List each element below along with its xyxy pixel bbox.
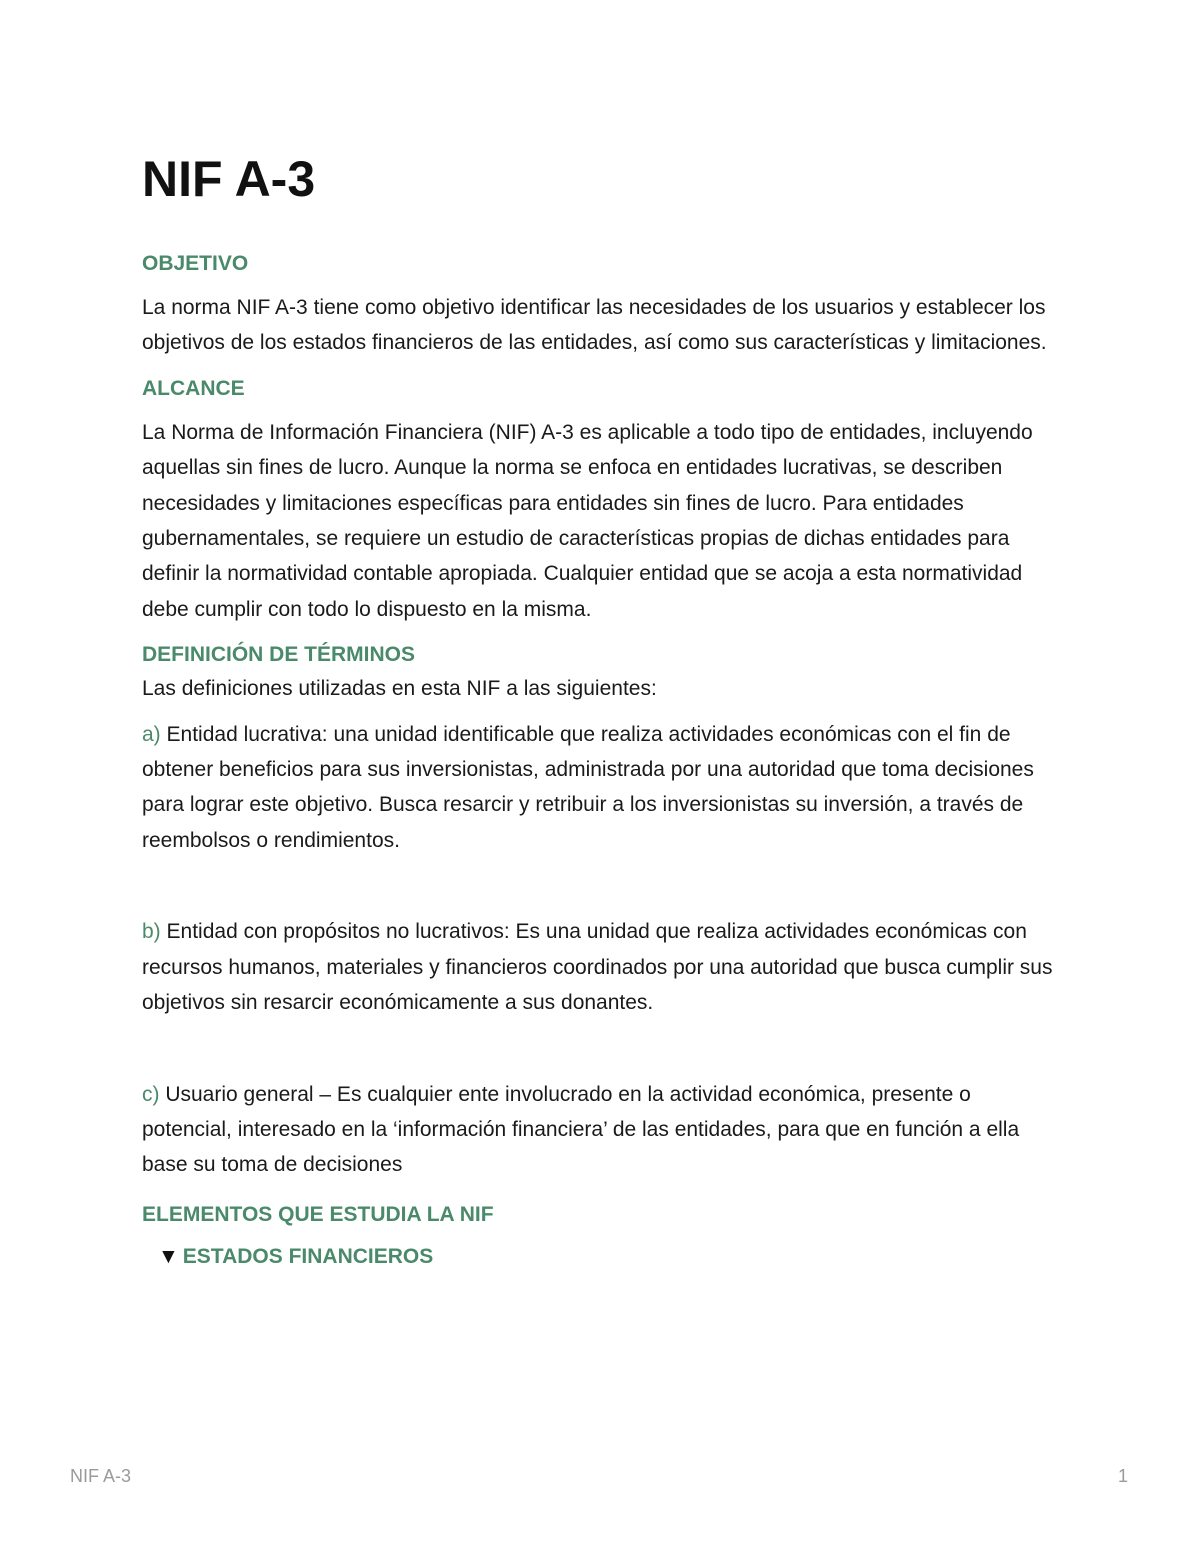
definiciones-heading: DEFINICIÓN DE TÉRMINOS bbox=[142, 643, 416, 667]
toggle-estados-financieros[interactable] bbox=[158, 1243, 1062, 1271]
spacer bbox=[142, 1029, 1062, 1077]
definition-text: Entidad lucrativa: una unidad identificable que realiza actividades económicas con el fin de obtener beneficios para sus inversionistas, administrada por una autoridad que toma decisiones para lograr este objetivo. Busca resarcir y retribuir a los inversionistas su inversión, a través de reembolsos o rendimientos. bbox=[142, 722, 1034, 852]
definition-text: Entidad con propósitos no lucrativos: Es una unidad que realiza actividades económicas con recursos humanos, materiales y financieros coordinados por una autoridad que busca cumplir sus objetivos sin resarcir económicamente a sus donantes. bbox=[142, 920, 1053, 1015]
toggle-label: ESTADOS FINANCIEROS bbox=[182, 1244, 434, 1268]
page-number: 1 bbox=[1117, 1466, 1128, 1486]
elementos-heading: ELEMENTOS QUE ESTUDIA LA NIF bbox=[142, 1202, 494, 1226]
definition-text: Usuario general – Es cualquier ente involucrado en la actividad económica, presente o potencial, interesado en la ‘información financiera’ de las entidades, para que en función a ella base su toma de decisiones bbox=[142, 1082, 1020, 1177]
definition-marker: b) bbox=[142, 920, 161, 944]
footer-doc-title: NIF A-3 bbox=[70, 1466, 132, 1486]
objetivo-text: La norma NIF A-3 tiene como objetivo identificar las necesidades de los usuarios y establecer los objetivos de los estados financieros de las entidades, así como sus características y limitaciones. bbox=[142, 296, 1047, 355]
definition-marker: c) bbox=[142, 1082, 160, 1106]
definiciones-intro: Las definiciones utilizadas en esta NIF a las siguientes: bbox=[142, 677, 657, 701]
definition-item-b bbox=[142, 914, 1062, 1020]
definition-item-a bbox=[142, 717, 1062, 859]
page-title: NIF A-3 bbox=[142, 151, 316, 207]
alcance-heading: ALCANCE bbox=[142, 376, 245, 400]
objetivo-heading: OBJETIVO bbox=[142, 252, 249, 275]
page-content bbox=[142, 150, 1062, 1271]
definition-item-c bbox=[142, 1077, 1062, 1183]
spacer bbox=[142, 866, 1062, 914]
triangle-down-icon[interactable]: ▼ bbox=[158, 1244, 179, 1268]
alcance-text: La Norma de Información Financiera (NIF) A-3 es aplicable a todo tipo de entidades, incluyendo aquellas sin fines de lucro. Aunque la norma se enfoca en entidades lucrativas, se describen necesidades y limitaciones específicas para entidades sin fines de lucro. Para entidades gubernamentales, se requiere un estudio de características propias de dichas entidades para definir la normatividad contable apropiada. Cualquier entidad que se acoja a esta normatividad debe cumplir con todo lo dispuesto en la misma. bbox=[142, 420, 1033, 621]
definition-marker: a) bbox=[142, 722, 161, 746]
